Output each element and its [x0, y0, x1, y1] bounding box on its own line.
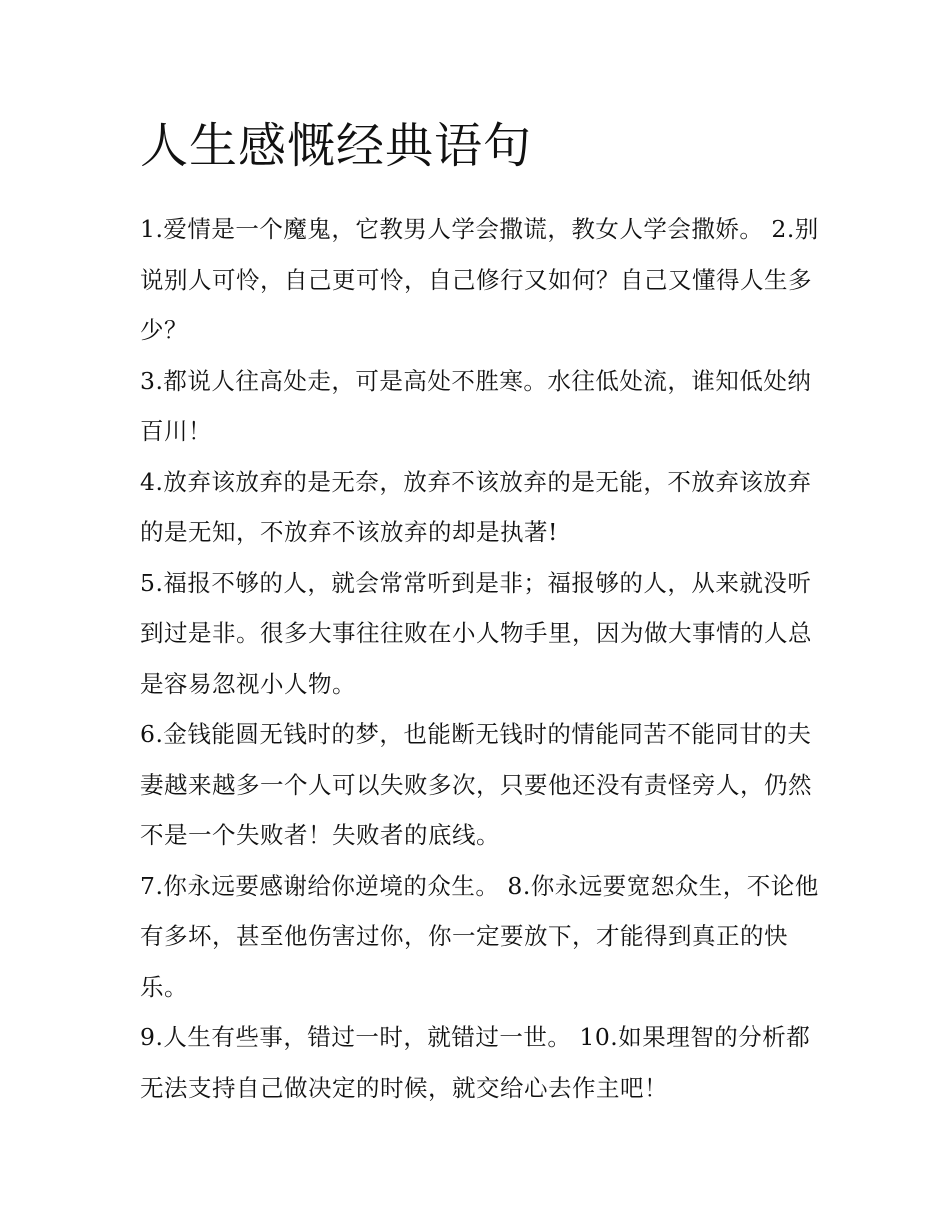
document-body [140, 204, 820, 1113]
paragraph-3: 4.放弃该放弃的是无奈，放弃不该放弃的是无能，不放弃该放弃的是无知，不放弃不该放弃的却是执著! [140, 467, 812, 546]
paragraph-1: 1.爱情是一个魔鬼，它教男人学会撒谎，教女人学会撒娇。 2.别说别人可怜，自己更可怜，自己修行又如何？自己又懂得人生多少？ [140, 215, 819, 344]
document-page [140, 112, 820, 1113]
page-title: 人生感慨经典语句 [140, 118, 533, 174]
paragraph-6: 7.你永远要感谢给你逆境的众生。 8.你永远要宽恕众生，不论他有多坏，甚至他伤害过你，你一定要放下，才能得到真正的快乐。 [140, 871, 819, 1001]
paragraph-5: 6.金钱能圆无钱时的梦，也能断无钱时的情能同苦不能同甘的夫妻越来越多一个人可以失败多次，只要他还没有责怪旁人，仍然不是一个失败者！失败者的底线。 [140, 720, 812, 849]
paragraph-7: 9.人生有些事，错过一时，就错过一世。 10.如果理智的分析都无法支持自己做决定的时候，就交给心去作主吧！ [140, 1023, 811, 1102]
paragraph-4: 5.福报不够的人，就会常常听到是非；福报够的人，从来就没听到过是非。很多大事往往败在小人物手里，因为做大事情的人总是容易忽视小人物。 [140, 568, 812, 698]
paragraph-2: 3.都说人往高处走，可是高处不胜寒。水往低处流，谁知低处纳百川！ [140, 366, 812, 445]
